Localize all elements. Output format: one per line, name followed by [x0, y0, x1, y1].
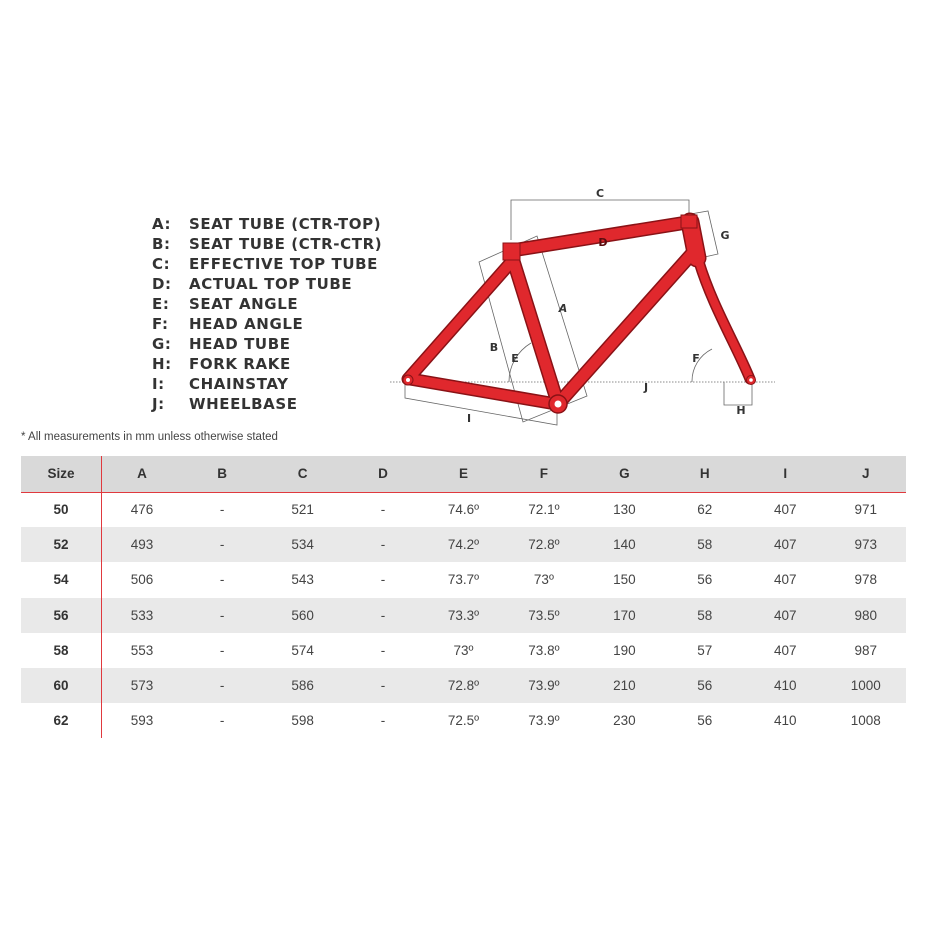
table-cell: -	[380, 642, 386, 658]
table-cell: 58	[697, 537, 713, 553]
table-cell: 573	[130, 678, 154, 694]
fork	[699, 262, 750, 379]
table-row	[21, 703, 906, 738]
table-cell: -	[219, 607, 225, 623]
table-cell: 476	[130, 502, 154, 518]
label-e: E	[511, 352, 519, 365]
frame-geometry-diagram	[0, 0, 925, 440]
column-header: Size	[21, 456, 102, 492]
label-i: I	[466, 412, 472, 425]
table-row	[21, 527, 906, 562]
size-cell: 62	[21, 703, 102, 738]
head-tube-top	[681, 215, 697, 228]
table-cell: 150	[613, 572, 636, 588]
label-d: D	[598, 236, 608, 249]
legend-key: C:	[152, 255, 171, 273]
table-cell: 407	[773, 502, 797, 518]
table-cell: 407	[773, 537, 797, 553]
table-cell: 58	[697, 607, 713, 623]
dim-h-bracket	[724, 382, 752, 405]
table-cell: -	[380, 572, 386, 588]
bottom-bracket-center	[555, 401, 562, 408]
table-cell: 593	[130, 713, 154, 729]
legend-key: J:	[152, 395, 165, 413]
table-row	[21, 492, 906, 527]
label-j: J	[643, 381, 649, 394]
seat-cluster	[503, 243, 520, 260]
table-cell: -	[219, 537, 225, 553]
table-cell: 553	[130, 642, 154, 658]
table-row	[21, 633, 906, 668]
table-cell: 73.3º	[447, 607, 480, 623]
table-cell: 1000	[850, 678, 881, 694]
chain-stay	[410, 379, 556, 404]
column-header: D	[378, 466, 388, 482]
label-b: B	[489, 341, 499, 354]
table-cell: 72.8º	[528, 537, 560, 553]
table-cell: 56	[697, 572, 713, 588]
table-cell: 407	[773, 642, 797, 658]
column-header: B	[217, 466, 228, 482]
seat-tube	[510, 250, 558, 404]
table-cell: 72.1º	[528, 502, 560, 518]
legend-key: G:	[152, 335, 172, 353]
legend-label: SEAT TUBE (CTR-TOP)	[189, 215, 382, 233]
column-header: G	[619, 466, 630, 482]
size-cell: 54	[21, 562, 102, 597]
table-cell: 407	[773, 607, 797, 623]
table-cell: 410	[773, 713, 797, 729]
table-cell: -	[219, 502, 225, 518]
legend-key: A:	[152, 215, 172, 233]
legend-label: WHEELBASE	[189, 395, 298, 413]
down-tube	[558, 248, 697, 404]
size-cell: 50	[21, 492, 102, 527]
column-header: E	[458, 466, 468, 482]
legend-key: B:	[152, 235, 171, 253]
legend-label: CHAINSTAY	[189, 375, 289, 393]
table-cell: 74.6º	[447, 502, 480, 518]
label-a: A	[558, 302, 568, 315]
table-cell: 140	[613, 537, 636, 553]
legend-label: SEAT ANGLE	[189, 295, 299, 313]
table-cell: 56	[697, 713, 713, 729]
geometry-table	[21, 456, 906, 738]
size-cell: 56	[21, 598, 102, 633]
table-cell: 62	[697, 502, 713, 518]
table-cell: 73.5º	[528, 607, 560, 623]
table-cell: 210	[613, 678, 636, 694]
table-cell: 521	[291, 502, 314, 518]
table-row	[21, 668, 906, 703]
table-cell: 506	[130, 572, 154, 588]
table-cell: 980	[854, 607, 877, 623]
size-cell: 52	[21, 527, 102, 562]
table-cell: -	[380, 678, 386, 694]
size-cell: 58	[21, 633, 102, 668]
legend-label: ACTUAL TOP TUBE	[189, 275, 353, 293]
label-f: F	[692, 352, 700, 365]
legend-label: SEAT TUBE (CTR-CTR)	[189, 235, 383, 253]
table-cell: 56	[697, 678, 713, 694]
column-header: A	[137, 466, 147, 482]
seat-stay	[408, 260, 513, 379]
table-cell: 534	[291, 537, 314, 553]
legend-label: HEAD ANGLE	[189, 315, 304, 333]
legend-label: FORK RAKE	[189, 355, 291, 373]
table-cell: 560	[291, 607, 314, 623]
column-header: I	[783, 466, 788, 482]
table-cell: 190	[613, 642, 636, 658]
legend-label: EFFECTIVE TOP TUBE	[189, 255, 378, 273]
table-cell: 543	[291, 572, 314, 588]
table-cell: 73.7º	[447, 572, 480, 588]
table-cell: 598	[291, 713, 314, 729]
table-cell: -	[219, 642, 225, 658]
label-h: H	[736, 404, 746, 417]
table-cell: 973	[854, 537, 877, 553]
table-cell: -	[380, 607, 386, 623]
table-cell: 73º	[533, 572, 554, 588]
table-row	[21, 562, 906, 597]
table-cell: 230	[613, 713, 636, 729]
legend-label: HEAD TUBE	[189, 335, 291, 353]
label-c: C	[595, 187, 605, 200]
column-header: H	[699, 466, 710, 482]
table-cell: -	[219, 572, 225, 588]
table-cell: 73.9º	[528, 713, 560, 729]
table-row	[21, 598, 906, 633]
table-cell: 130	[613, 502, 636, 518]
table-cell: -	[219, 713, 225, 729]
column-header: C	[297, 466, 308, 482]
table-cell: 586	[291, 678, 314, 694]
table-cell: 72.5º	[447, 713, 480, 729]
table-cell: 57	[697, 642, 713, 658]
legend-key: I:	[152, 375, 165, 393]
table-header-row	[21, 456, 906, 492]
table-cell: 74.2º	[447, 537, 480, 553]
table-cell: 170	[613, 607, 636, 623]
label-g: G	[720, 229, 730, 242]
legend-key: F:	[152, 315, 169, 333]
table-cell: 407	[773, 572, 797, 588]
legend-key: H:	[152, 355, 172, 373]
table-cell: 410	[773, 678, 797, 694]
table-cell: 574	[291, 642, 314, 658]
table-cell: 73.9º	[528, 678, 560, 694]
table-cell: 73.8º	[528, 642, 560, 658]
table-cell: 971	[854, 502, 877, 518]
table-cell: 493	[130, 537, 154, 553]
table-cell: -	[380, 502, 386, 518]
measurement-note: * All measurements in mm unless otherwise stated	[21, 431, 278, 443]
table-cell: 978	[854, 572, 877, 588]
table-cell: 1008	[850, 713, 881, 729]
table-cell: -	[380, 537, 386, 553]
table-cell: 73º	[453, 642, 474, 658]
size-cell: 60	[21, 668, 102, 703]
legend-key: D:	[152, 275, 172, 293]
column-header: F	[539, 466, 549, 482]
table-cell: 72.8º	[447, 678, 480, 694]
table-cell: -	[219, 678, 225, 694]
table-cell: -	[380, 713, 386, 729]
table-cell: 533	[130, 607, 154, 623]
legend-key: E:	[152, 295, 170, 313]
table-cell: 987	[854, 642, 877, 658]
column-header: J	[861, 466, 870, 482]
